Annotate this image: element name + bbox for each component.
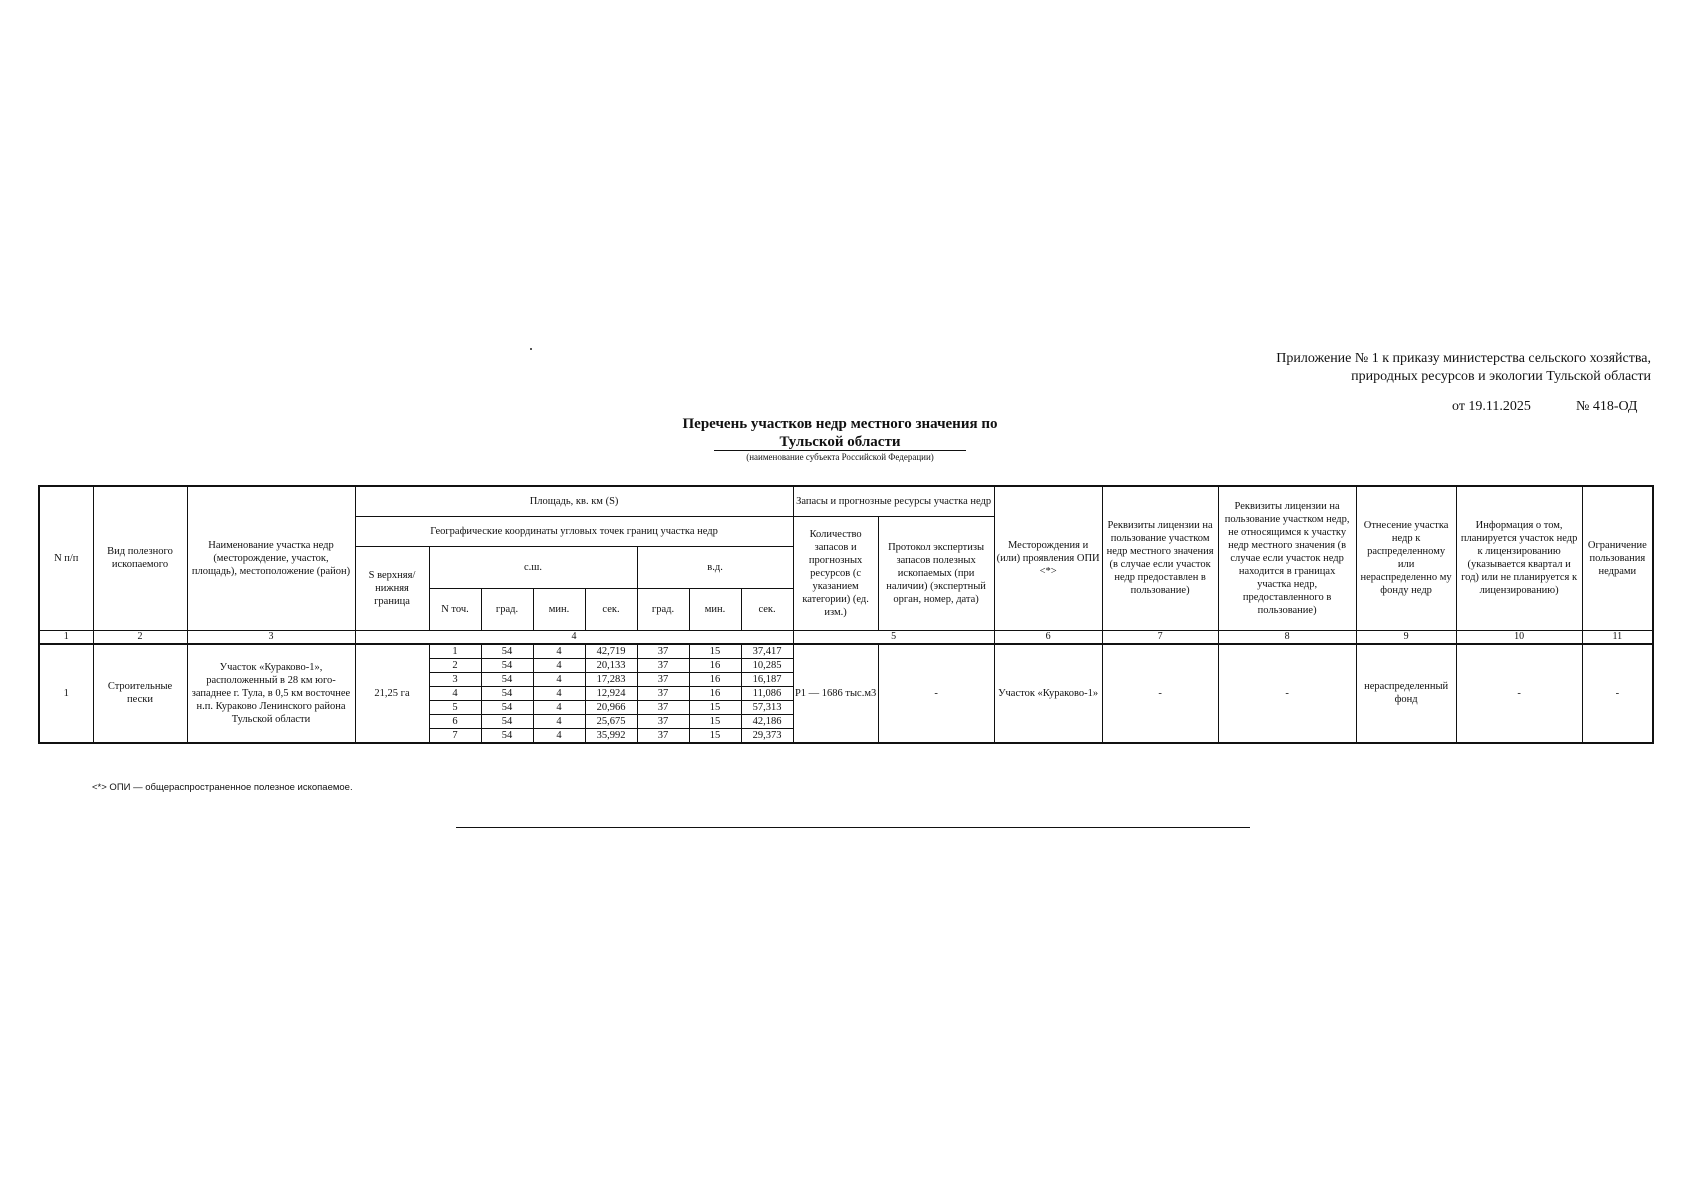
header-licensing-info: Информация о том, планируется участок недр к лицензированию (указывается квартал и год) или не планируется к лицензированию) — [1456, 486, 1582, 630]
long-min: 15 — [689, 644, 741, 659]
order-date: от 19.11.2025 — [1452, 399, 1531, 414]
header-long-deg: град. — [637, 588, 689, 630]
point-number: 2 — [429, 658, 481, 672]
lat-sec: 20,966 — [585, 700, 637, 714]
long-sec: 57,313 — [741, 700, 793, 714]
row-deposit: Участок «Кураково-1» — [994, 644, 1102, 743]
lat-sec: 20,133 — [585, 658, 637, 672]
row-licensing-info: - — [1456, 644, 1582, 743]
header-mineral-type: Вид полезного ископаемого — [93, 486, 187, 630]
row-expert-protocol: - — [878, 644, 994, 743]
appendix-line-1: Приложение № 1 к приказу министерства сельского хозяйства, — [1276, 351, 1651, 366]
long-sec: 29,373 — [741, 728, 793, 743]
header-expert-protocol: Протокол экспертизы запасов полезных ископаемых (при наличии) (экспертный орган, номер, дата) — [878, 516, 994, 630]
col-num: 11 — [1582, 630, 1653, 644]
header-reserves-group: Запасы и прогнозные ресурсы участка недр — [793, 486, 994, 516]
header-long-min: мин. — [689, 588, 741, 630]
point-number: 1 — [429, 644, 481, 659]
row-license-other: - — [1218, 644, 1356, 743]
long-deg: 37 — [637, 728, 689, 743]
long-min: 16 — [689, 658, 741, 672]
appendix-line-2: природных ресурсов и экологии Тульской области — [1351, 369, 1651, 384]
long-deg: 37 — [637, 644, 689, 659]
header-fund: Отнесение участка недр к распределенному или нераспределенно му фонду недр — [1356, 486, 1456, 630]
lat-min: 4 — [533, 658, 585, 672]
document-title — [600, 416, 1080, 462]
long-min: 16 — [689, 686, 741, 700]
title-note: (наименование субъекта Российской Федерации) — [746, 452, 934, 462]
header-np: N п/п — [39, 486, 93, 630]
long-min: 16 — [689, 672, 741, 686]
header-east-long: в.д. — [637, 546, 793, 588]
long-deg: 37 — [637, 672, 689, 686]
col-num: 6 — [994, 630, 1102, 644]
row-area: 21,25 га — [355, 644, 429, 743]
header-long-sec: сек. — [741, 588, 793, 630]
row-np: 1 — [39, 644, 93, 743]
lat-deg: 54 — [481, 672, 533, 686]
header-lat-min: мин. — [533, 588, 585, 630]
lat-sec: 35,992 — [585, 728, 637, 743]
long-sec: 11,086 — [741, 686, 793, 700]
lat-sec: 42,719 — [585, 644, 637, 659]
table-row — [39, 644, 1653, 659]
lat-min: 4 — [533, 686, 585, 700]
col-num: 4 — [355, 630, 793, 644]
long-sec: 10,285 — [741, 658, 793, 672]
point-number: 3 — [429, 672, 481, 686]
point-number: 4 — [429, 686, 481, 700]
row-fund: нераспределенный фонд — [1356, 644, 1456, 743]
row-reserves-qty: Р1 — 1686 тыс.м3 — [793, 644, 878, 743]
appendix-header — [1276, 350, 1651, 386]
lat-sec: 17,283 — [585, 672, 637, 686]
lat-deg: 54 — [481, 700, 533, 714]
long-sec: 16,187 — [741, 672, 793, 686]
long-min: 15 — [689, 714, 741, 728]
lat-deg: 54 — [481, 686, 533, 700]
lat-deg: 54 — [481, 644, 533, 659]
header-plot-name: Наименование участка недр (месторождение, участок, площадь), местоположение (район) — [187, 486, 355, 630]
lat-deg: 54 — [481, 658, 533, 672]
col-num: 1 — [39, 630, 93, 644]
header-deposit: Месторождения и (или) проявления ОПИ <*> — [994, 486, 1102, 630]
row-license-local: - — [1102, 644, 1218, 743]
long-deg: 37 — [637, 700, 689, 714]
subsoil-plots-table — [38, 485, 1654, 744]
col-num: 7 — [1102, 630, 1218, 644]
lat-min: 4 — [533, 728, 585, 743]
header-geo-coords: Географические координаты угловых точек границ участка недр — [355, 516, 793, 546]
row-mineral-type: Строительные пески — [93, 644, 187, 743]
long-min: 15 — [689, 700, 741, 714]
title-line-1: Перечень участков недр местного значения по — [682, 416, 998, 432]
point-number: 6 — [429, 714, 481, 728]
bottom-divider — [456, 827, 1250, 828]
lat-min: 4 — [533, 672, 585, 686]
long-deg: 37 — [637, 658, 689, 672]
lat-min: 4 — [533, 700, 585, 714]
lat-sec: 25,675 — [585, 714, 637, 728]
row-plot-name: Участок «Кураково-1», расположенный в 28 км юго-западнее г. Тула, в 0,5 км восточнее н.п. Кураково Ленинского района Тульской области — [187, 644, 355, 743]
lat-min: 4 — [533, 714, 585, 728]
col-num: 3 — [187, 630, 355, 644]
header-lat-deg: град. — [481, 588, 533, 630]
header-license-local: Реквизиты лицензии на пользование участком недр местного значения (в случае если участок недр предоставлен в пользование) — [1102, 486, 1218, 630]
long-sec: 37,417 — [741, 644, 793, 659]
footnote: <*> ОПИ — общераспространенное полезное ископаемое. — [92, 782, 353, 793]
header-north-lat: с.ш. — [429, 546, 637, 588]
column-numbers-row — [39, 630, 1653, 644]
header-area: Площадь, кв. км (S) — [355, 486, 793, 516]
order-number: № 418-ОД — [1576, 399, 1638, 414]
col-num: 10 — [1456, 630, 1582, 644]
header-reserves-qty: Количество запасов и прогнозных ресурсов (с указанием категории) (ед. изм.) — [793, 516, 878, 630]
scan-speck — [530, 348, 532, 350]
header-s-boundary: S верхняя/ нижняя граница — [355, 546, 429, 630]
lat-deg: 54 — [481, 714, 533, 728]
lat-min: 4 — [533, 644, 585, 659]
col-num: 5 — [793, 630, 994, 644]
long-deg: 37 — [637, 686, 689, 700]
col-num: 8 — [1218, 630, 1356, 644]
header-license-other: Реквизиты лицензии на пользование участком недр, не относящимся к участку недр местного значения (в случае если участок недр находится в границах участка недр, предоставленного в пользование) — [1218, 486, 1356, 630]
long-sec: 42,186 — [741, 714, 793, 728]
header-point-number: N точ. — [429, 588, 481, 630]
lat-deg: 54 — [481, 728, 533, 743]
point-number: 5 — [429, 700, 481, 714]
point-number: 7 — [429, 728, 481, 743]
col-num: 9 — [1356, 630, 1456, 644]
long-min: 15 — [689, 728, 741, 743]
lat-sec: 12,924 — [585, 686, 637, 700]
col-num: 2 — [93, 630, 187, 644]
header-usage-limit: Ограничение пользования недрами — [1582, 486, 1653, 630]
title-line-2: Тульской области — [714, 434, 967, 451]
row-usage-limit: - — [1582, 644, 1653, 743]
long-deg: 37 — [637, 714, 689, 728]
header-lat-sec: сек. — [585, 588, 637, 630]
